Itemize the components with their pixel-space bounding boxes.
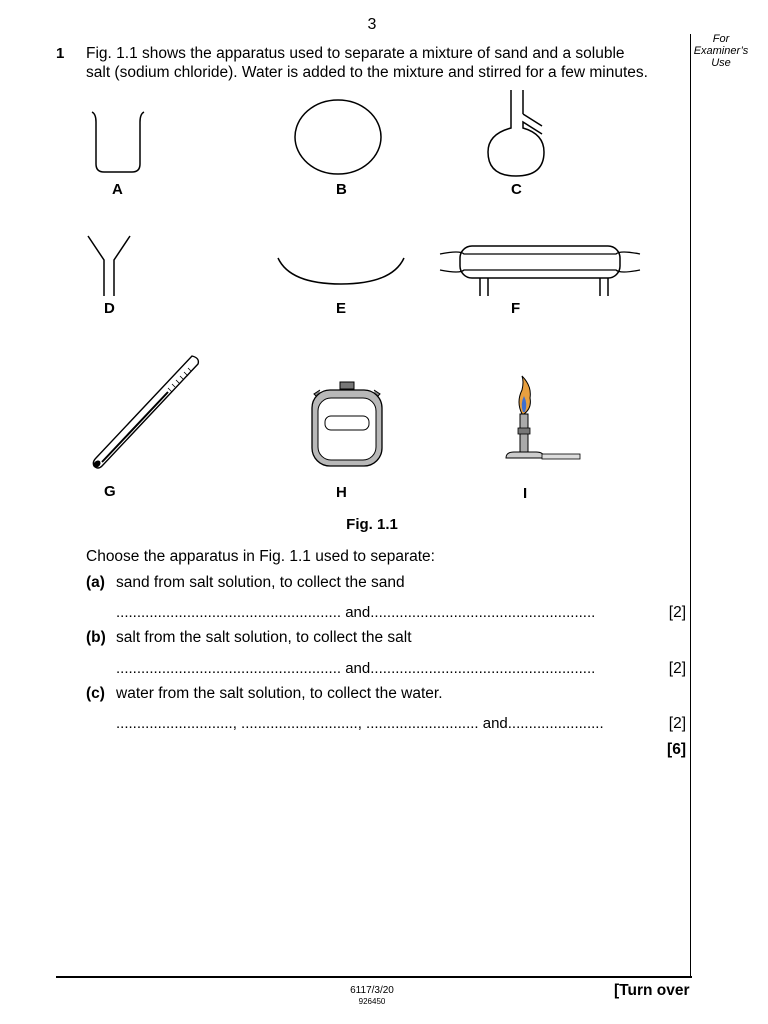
beaker-icon bbox=[88, 108, 148, 178]
apparatus-letter-g: G bbox=[104, 483, 116, 500]
question-number: 1 bbox=[56, 45, 65, 62]
question-intro-line-2: salt (sodium chloride). Water is added to the mixture and stirred for a few minutes. bbox=[86, 64, 648, 81]
evaporating-dish-icon bbox=[274, 254, 408, 288]
question-intro-line-1: Fig. 1.1 shows the apparatus used to separate a mixture of sand and a soluble bbox=[86, 45, 625, 62]
part-a-answer-line[interactable]: ...................................................... and...................................................... bbox=[116, 604, 596, 621]
filter-funnel-icon bbox=[86, 234, 132, 298]
apparatus-letter-f: F bbox=[511, 300, 521, 317]
total-marks: [6] bbox=[667, 741, 686, 758]
apparatus-letter-i: I bbox=[523, 485, 528, 502]
part-c-label: (c) bbox=[86, 685, 105, 702]
apparatus-letter-e: E bbox=[336, 300, 347, 317]
filter-paper-icon bbox=[292, 98, 384, 178]
thermometer-icon bbox=[88, 354, 204, 474]
bunsen-burner-icon bbox=[502, 374, 584, 466]
apparatus-letter-h: H bbox=[336, 484, 347, 501]
figure-caption: Fig. 1.1 bbox=[346, 516, 398, 533]
examiner-label-line-3: Use bbox=[711, 57, 731, 69]
examiner-use-label bbox=[692, 33, 750, 69]
part-b-label: (b) bbox=[86, 629, 106, 646]
apparatus-letter-a: A bbox=[112, 181, 123, 198]
condenser-icon bbox=[440, 240, 640, 298]
question-intro bbox=[86, 44, 681, 82]
round-bottom-flask-icon bbox=[484, 88, 554, 180]
apparatus-letter-c: C bbox=[511, 181, 522, 198]
examiner-label-line-2: Examiner’s bbox=[693, 45, 749, 57]
part-c-text: water from the salt solution, to collect the water. bbox=[116, 685, 443, 702]
part-c-answer-line[interactable]: ............................, ............................, ........................... and....................... bbox=[116, 715, 604, 732]
part-c-marks: [2] bbox=[668, 715, 686, 732]
page-number: 3 bbox=[367, 16, 377, 33]
footer-rule bbox=[56, 976, 692, 978]
part-b-marks: [2] bbox=[668, 660, 686, 677]
examiner-label-line-1: For bbox=[712, 33, 730, 45]
part-a-label: (a) bbox=[86, 574, 105, 591]
turn-over-label: [Turn over bbox=[614, 982, 690, 999]
apparatus-letter-b: B bbox=[336, 181, 347, 198]
part-b-answer-line[interactable]: ...................................................... and...................................................... bbox=[116, 660, 596, 677]
examiner-margin-rule bbox=[690, 34, 691, 978]
part-b-text: salt from the salt solution, to collect the salt bbox=[116, 629, 412, 646]
question-instruction: Choose the apparatus in Fig. 1.1 used to separate: bbox=[86, 548, 435, 565]
footer-serial-code: 926450 bbox=[358, 997, 386, 1006]
stopwatch-icon bbox=[308, 380, 388, 472]
apparatus-letter-d: D bbox=[104, 300, 115, 317]
footer-paper-code: 6117/3/20 bbox=[350, 985, 394, 996]
part-a-text: sand from salt solution, to collect the sand bbox=[116, 574, 405, 591]
part-a-marks: [2] bbox=[668, 604, 686, 621]
